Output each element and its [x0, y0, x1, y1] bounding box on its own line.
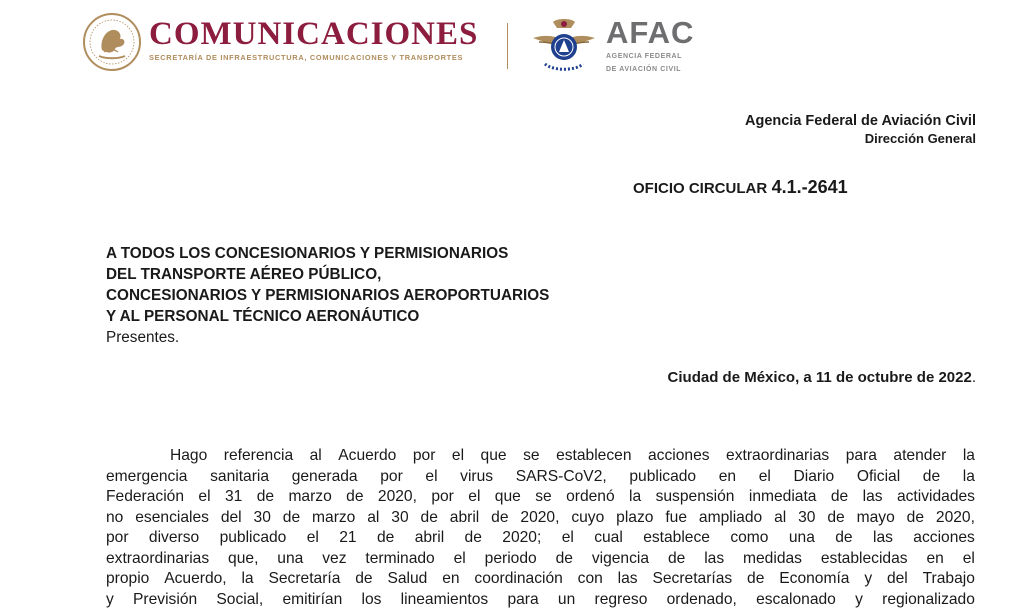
addressee-line: CONCESIONARIOS Y PERMISIONARIOS AEROPORTUARIOS [106, 287, 550, 304]
body-line: Hago referencia al Acuerdo por el que se establecen acciones extraordinarias para atender la [170, 447, 975, 464]
agency-direction: Dirección General [864, 131, 976, 146]
oficio-circular [633, 177, 848, 198]
body-line: emergencia sanitaria generada por el virus SARS-CoV2, publicado en el Diario Oficial de la [106, 467, 975, 485]
afac-subtitle-line-2: DE AVIACIÓN CIVIL [606, 65, 682, 73]
addressee-line: DEL TRANSPORTE AÉREO PÚBLICO, [106, 266, 382, 283]
afac-brand [606, 17, 694, 74]
afac-emblem-logo [531, 16, 597, 74]
addressee-line: Y AL PERSONAL TÉCNICO AERONÁUTICO [106, 308, 420, 325]
brand-subtitle: SECRETARÍA DE INFRAESTRUCTURA, COMUNICACIONES Y TRANSPORTES [149, 53, 464, 62]
body-line: no esenciales del 30 de marzo al 30 de abril de 2020, cuyo plazo fue ampliado al 30 de mayo de 2020, [106, 508, 975, 526]
body-line: propio Acuerdo, la Secretaría de Salud en coordinación con las Secretarías de Economía y del Trabajo [106, 570, 975, 587]
comunicaciones-brand [149, 17, 478, 62]
oficio-number: 4.1.-2641 [771, 177, 848, 197]
date-line [668, 369, 976, 386]
body-line: y Previsión Social, emitirían los lineamientos para un regreso ordenado, escalonado y regionalizado [106, 590, 975, 608]
body-line: Federación el 31 de marzo de 2020, por el que se ordenó la suspensión inmediata de las actividades [106, 488, 975, 505]
afac-title: AFAC [606, 15, 695, 50]
presentes-greeting: Presentes. [106, 329, 180, 346]
afac-subtitle-line-1: AGENCIA FEDERAL [606, 53, 683, 60]
header-divider [507, 23, 508, 69]
body-line: por diverso publicado el 21 de abril de 2020; el cual establece como una de las acciones [106, 529, 975, 546]
agency-name: Agencia Federal de Aviación Civil [744, 113, 976, 129]
body-paragraph [106, 446, 975, 610]
body-line: extraordinarias que, una vez terminado el periodo de vigencia de las medidas establecidas en el [106, 549, 975, 567]
brand-title: COMUNICACIONES [149, 16, 479, 52]
agency-heading [745, 112, 976, 147]
oficio-label: OFICIO CIRCULAR [633, 180, 768, 197]
national-seal-logo [82, 12, 142, 72]
date-text: Ciudad de México, a 11 de octubre de 2022 [667, 369, 972, 386]
addressees-block [106, 243, 549, 348]
addressee-line: A TODOS LOS CONCESIONARIOS Y PERMISIONARIOS [106, 245, 509, 262]
date-period: . [971, 369, 976, 386]
